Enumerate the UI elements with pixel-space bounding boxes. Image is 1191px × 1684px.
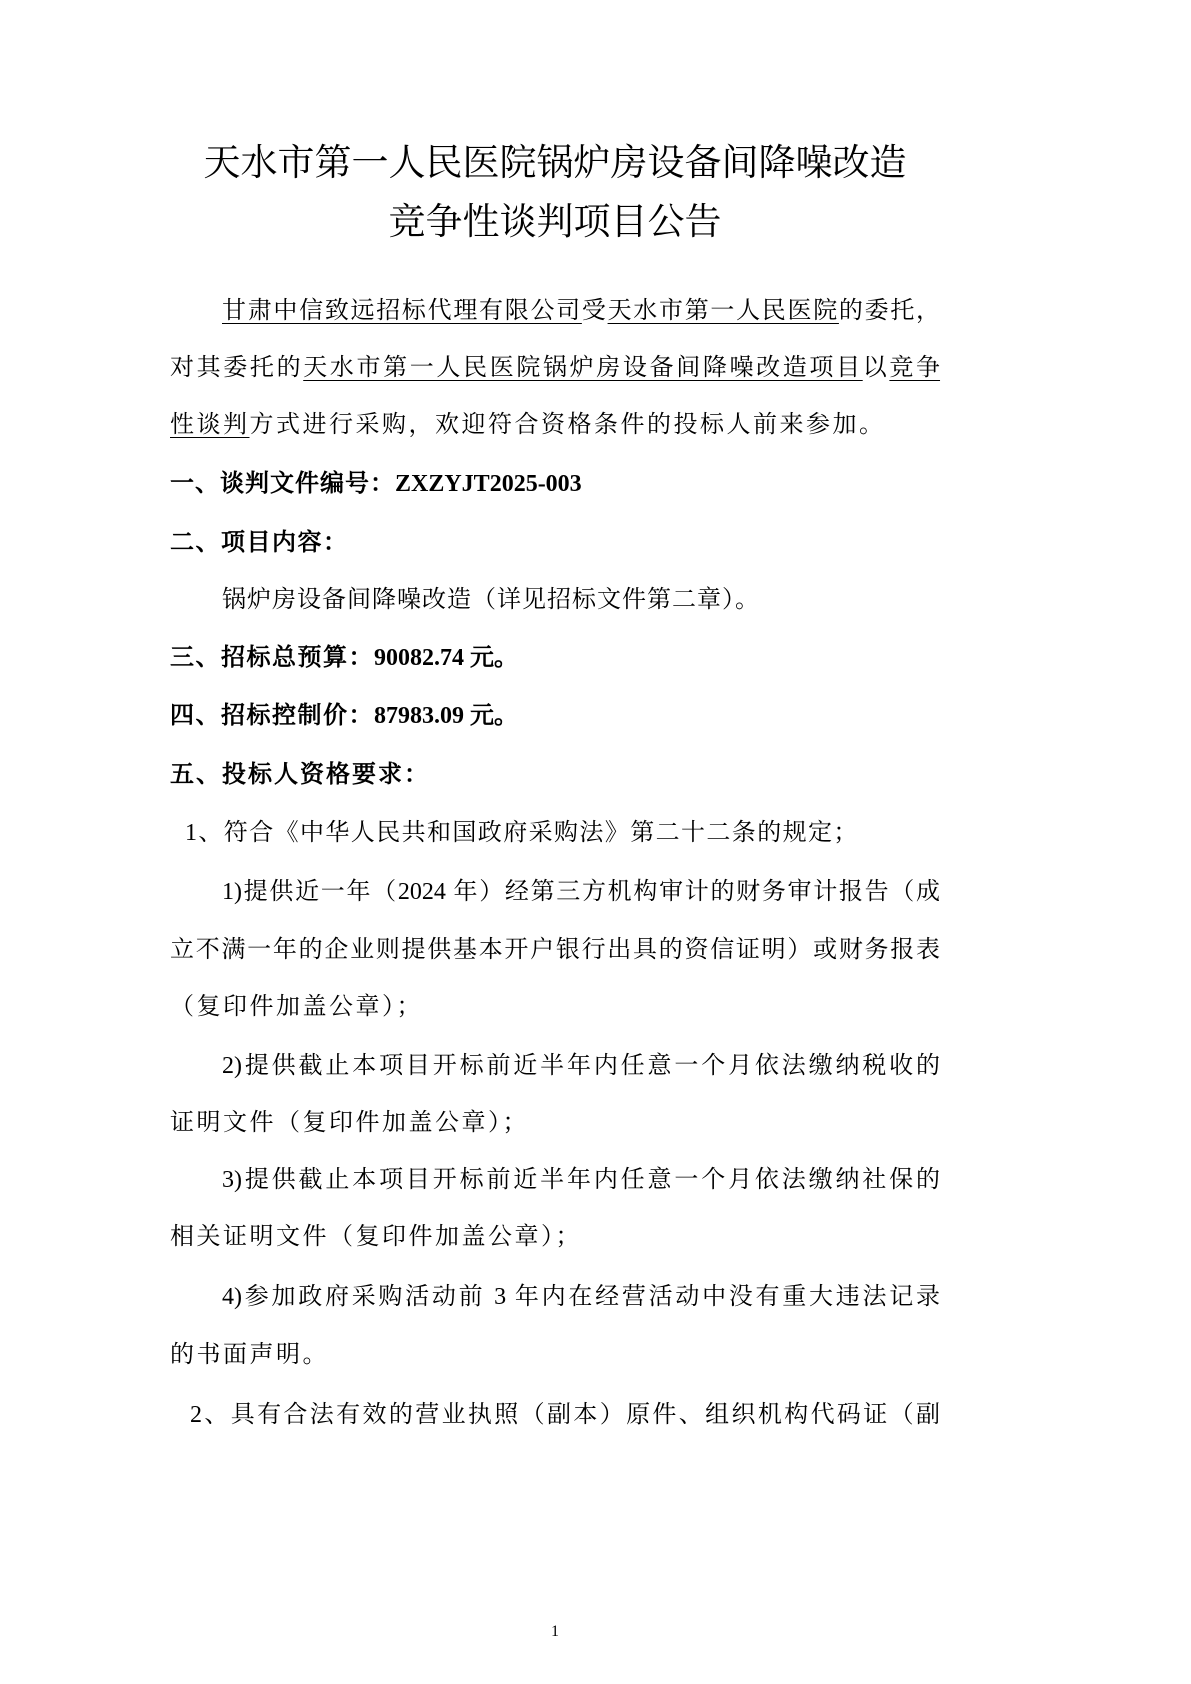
intro-line-1 [222, 299, 940, 323]
total-budget: 90082.74 元。 [374, 645, 518, 671]
requirement-1-item-4-line-1: 4)参加政府采购活动前 3 年内在经营活动中没有重大违法记录 [222, 1284, 940, 1310]
intro-text: 以 [862, 355, 890, 381]
section-5-heading: 五、投标人资格要求： [170, 762, 430, 788]
client-name: 天水市第一人民医院 [607, 298, 839, 324]
agency-name: 甘肃中信致远招标代理有限公司 [222, 298, 582, 324]
section-1-label: 一、谈判文件编号： [170, 471, 395, 497]
procurement-method: 性谈判 [170, 412, 250, 438]
requirement-1-item-3-line-1: 3)提供截止本项目开标前近半年内任意一个月依法缴纳社保的 [222, 1167, 940, 1193]
intro-text: 受 [581, 298, 608, 324]
requirement-2: 2、具有合法有效的营业执照（副本）原件、组织机构代码证（副 [190, 1402, 940, 1428]
section-3-label: 三、招标总预算： [170, 645, 374, 671]
control-price: 87983.09 元。 [374, 703, 518, 729]
page-number: 1 [551, 1623, 559, 1640]
section-3-heading [170, 646, 518, 670]
requirement-1-item-3-line-2: 相关证明文件（复印件加盖公章）； [170, 1224, 582, 1250]
section-4-label: 四、招标控制价： [170, 703, 374, 729]
intro-text: 的委托， [838, 298, 941, 324]
title-line-1: 天水市第一人民医院锅炉房设备间降噪改造 [203, 141, 907, 184]
title-line-2: 竞争性谈判项目公告 [388, 200, 722, 243]
project-name: 天水市第一人民医院锅炉房设备间降噪改造项目 [303, 355, 863, 381]
intro-line-2 [170, 356, 940, 380]
section-1-heading [170, 472, 582, 496]
requirement-1-item-2-line-2: 证明文件（复印件加盖公章）； [170, 1110, 529, 1136]
requirement-1: 1、符合《中华人民共和国政府采购法》第二十二条的规定； [185, 820, 859, 846]
bid-document-number: ZXZYJT2025-003 [395, 471, 582, 497]
requirement-1-item-1-line-2: 立不满一年的企业则提供基本开户银行出具的资信证明）或财务报表 [170, 937, 940, 963]
section-4-heading [170, 704, 518, 728]
procurement-method: 竞争 [889, 355, 941, 381]
requirement-1-item-1-line-1: 1)提供近一年（2024 年）经第三方机构审计的财务审计报告（成 [222, 879, 940, 905]
intro-text: 对其委托的 [170, 355, 304, 381]
requirement-1-item-1-line-3: （复印件加盖公章）； [170, 994, 423, 1020]
section-2-heading: 二、项目内容： [170, 530, 349, 556]
requirement-1-item-2-line-1: 2)提供截止本项目开标前近半年内任意一个月依法缴纳税收的 [222, 1053, 940, 1079]
project-content: 锅炉房设备间降噪改造（详见招标文件第二章）。 [222, 587, 760, 613]
intro-line-3 [170, 413, 886, 437]
intro-text: 方式进行采购，欢迎符合资格条件的投标人前来参加。 [249, 412, 886, 438]
requirement-1-item-4-line-2: 的书面声明。 [170, 1342, 329, 1368]
